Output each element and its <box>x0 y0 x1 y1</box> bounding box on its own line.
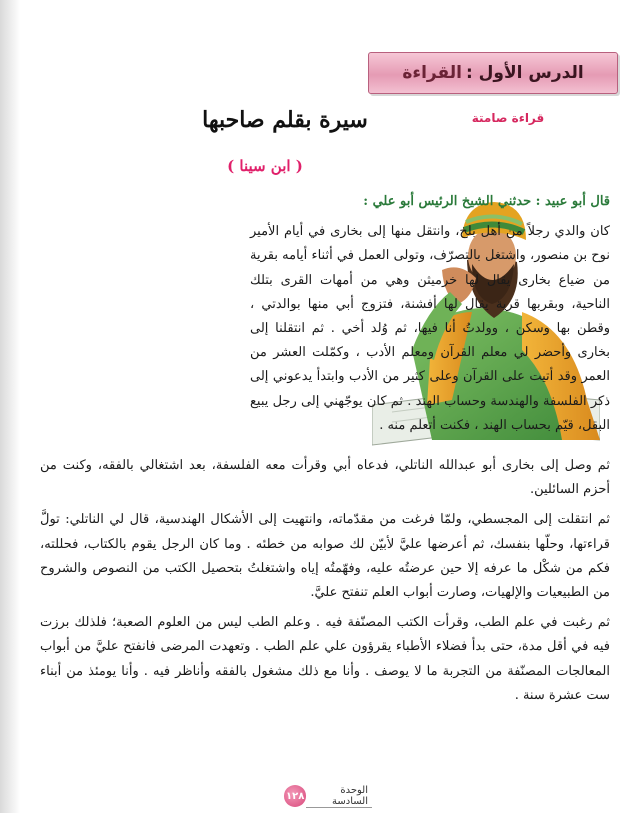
paragraph-4: ثم رغبت في علم الطب، وقرأت الكتب المصنّفة فيه . وعلم الطب ليس من العلوم الصعبة؛ فلذلك برزت فيه في أقل مدة، حتى بدأ فضلاء الأطباء يقرؤون علي علم الطب . وتعهدت المرضى فانفتح عليَّ من أبواب المعالجات المصنّفة من التجربة ما لا يوصف . وأنا مع ذلك مشغول بالفقه وأناظر فيه . وأنا يومئذ من أبناء ست عشرة سنة . <box>40 615 610 703</box>
article-body <box>40 176 610 714</box>
paragraph-3: ثم انتقلت إلى المجسطي، ولمّا فرغت من مقدّماته، وانتهيت إلى الأشكال الهندسية، قال لي الناتلي: تولَّ قراءتها، وحلّها بنفسك، ثم أعرضها عليَّ لأبيّن لك صوابه من خطئه . وما كان الرجل يقوم بالكتاب، فحللته، فكم من شكْل ما عرفه إلا حين عرضتُه عليه، وفهّمتُه إياه واشتغلتُ بتحصيل الكتب من النصوص والشروح من الطبيعيات والإلهيات، وصارت أبواب العلم تنفتح عليَّ. <box>40 512 610 601</box>
page-title: سيرة بقلم صاحبها <box>202 107 368 133</box>
page-edge-shadow <box>0 0 20 813</box>
reading-type-label: قراءة صامتة <box>471 111 545 125</box>
lesson-name: القراءة <box>402 63 462 83</box>
paragraph-2: ثم وصل إلى بخارى أبو عبدالله الناتلي، فدعاه أبي وقرأت معه الفلسفة، بعد اشتغالي بالفقه، وكنت من أحزم السائلين. <box>40 458 610 498</box>
intro-line: قال أبو عبيد : حدثني الشيخ الرئيس أبو علي : <box>363 194 610 209</box>
page-footer <box>282 784 372 808</box>
author-name: ( ابن سينا ) <box>227 157 303 175</box>
page-number: ١٢٨ <box>284 785 306 807</box>
lesson-banner <box>368 52 618 94</box>
unit-label: الوحدة السادسة <box>306 785 372 808</box>
lesson-label: الدرس الأول : <box>465 63 584 83</box>
paragraph-1: كان والدي رجلاً من أهل بلخ، وانتقل منها إلى بخارى في أيام الأمير نوح بن منصور، واشتغل بالتصرّف، وتولى العمل في أثناء أيامه بقرية من ضياع بخارى يقال لها خرميثن وهي من أمهات القرى بتلك الناحية، وبقربها قرية يقال لها أفشنة، فتزوج أبي منها بوالدتي ، وقطن بها وسكن ، وولدتُ أنا فيها، ثم وُلد أخي . ثم انتقلنا إلى بخارى وأحضر لي معلم القرآن ومعلم الأدب ، وكمّلت العشر من العمر وقد أتيت على القرآن وعلى كثير من الأدب وابتدأ يدعوني إلى ذكر الفلسفة والهندسة وحساب الهند . ثم كان يوجّهني إلى رجل يبيع البقل، قيّم بحساب الهند ، فكنت أتعلم منه . <box>250 224 610 433</box>
